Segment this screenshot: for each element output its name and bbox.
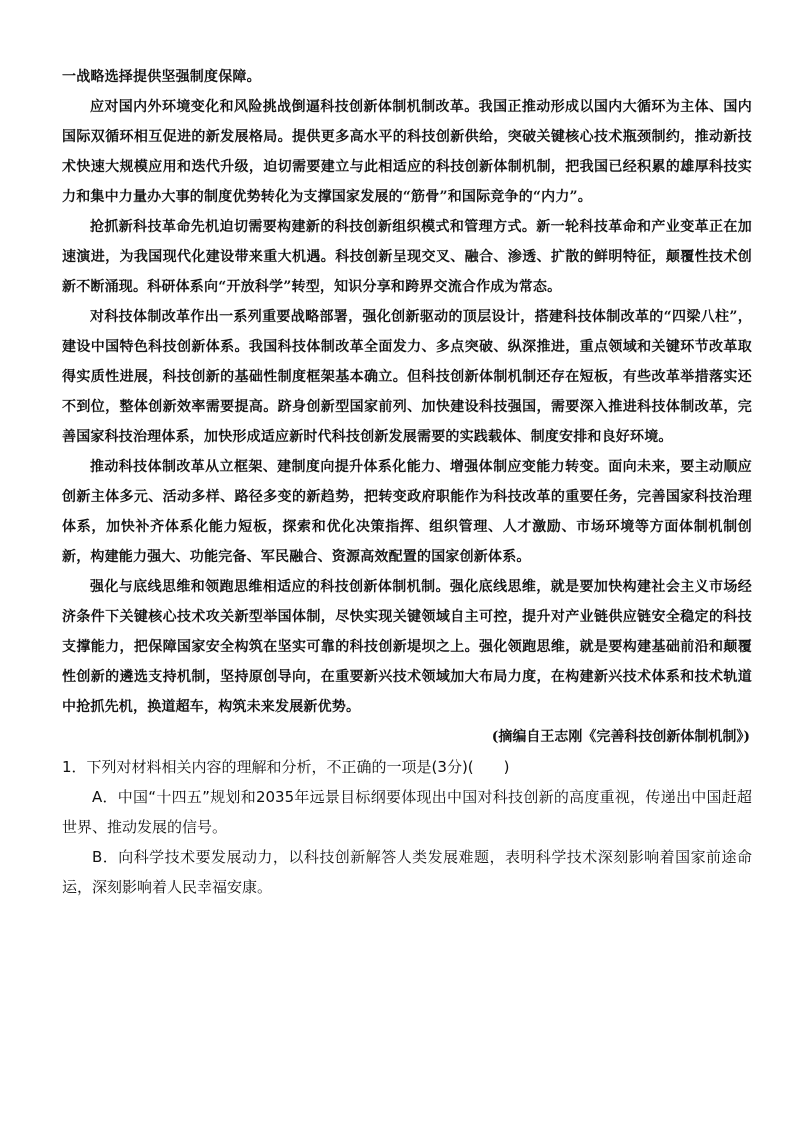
paragraph-system-capability: 推动科技体制改革从立框架、建制度向提升体系化能力、增强体制应变能力转变。面向未来，要主动顺应创新主体多元、活动多样、路径多变的新趋势，把转变政府职能作为科技改革的重要任务，完善国家科技治理体系，加快补齐体系化能力短板，探索和优化决策指挥、组织管理、人才激励、市场环境等方面体制机制创新，构建能力强大、功能完备、军民融合、资源高效配置的国家创新体系。 (62, 459, 752, 565)
article-source: (摘编自王志刚《完善科技创新体制机制》) (491, 729, 750, 745)
paragraph-strategic-deployment: 对科技体制改革作出一系列重要战略部署，强化创新驱动的顶层设计，搭建科技体制改革的“四梁八柱”，建设中国特色科技创新体系。我国科技体制改革全面发力、多点突破、纵深推进，重点领域和关键环节改革取得实质性进展，科技创新的基础性制度框架基本确立。但科技创新体制机制还存在短板，有些改革举措落实还不到位，整体创新效率需要提高。跻身创新型国家前列、加快建设科技强国，需要深入推进科技体制改革，完善国家科技治理体系，加快形成适应新时代科技创新发展需要的实践载体、制度安排和良好环境。 (62, 309, 752, 445)
document-page (62, 62, 752, 902)
paragraph-new-tech-revolution: 抢抓新科技革命先机迫切需要构建新的科技创新组织模式和管理方式。新一轮科技革命和产业变革正在加速演进，为我国现代化建设带来重大机遇。科技创新呈现交叉、融合、渗透、扩散的鲜明特征，颠覆性技术创新不断涌现。科研体系向“开放科学”转型，知识分享和跨界交流合作成为常态。 (62, 219, 752, 295)
paragraph-continuation: 一战略选择提供坚强制度保障。 (62, 69, 261, 85)
option-b[interactable]: B．向科学技术要发展动力，以科技创新解答人类发展难题，表明科学技术深刻影响着国家前途命运，深刻影响着人民幸福安康。 (62, 848, 752, 896)
question-stem: 1．下列对材料相关内容的理解和分析，不正确的一项是(3分)( ) (62, 758, 510, 776)
option-a[interactable]: A．中国“十四五”规划和2035年远景目标纲要体现出中国对科技创新的高度重视，传递出中国赶超世界、推动发展的信号。 (62, 788, 752, 836)
paragraph-bottom-line-thinking: 强化与底线思维和领跑思维相适应的科技创新体制机制。强化底线思维，就是要加快构建社会主义市场经济条件下关键核心技术攻关新型举国体制，尽快实现关键领域自主可控，提升对产业链供应链安全稳定的科技支撑能力，把保障国家安全构筑在坚实可靠的科技创新堤坝之上。强化领跑思维，就是要构建基础前沿和颠覆性创新的遴选支持机制，坚持原创导向，在重要新兴技术领域加大布局力度，在构建新兴技术体系和技术轨道中抢抓先机，换道超车，构筑未来发展新优势。 (62, 579, 752, 715)
paragraph-reform-driver: 应对国内外环境变化和风险挑战倒逼科技创新体制机制改革。我国正推动形成以国内大循环为主体、国内国际双循环相互促进的新发展格局。提供更多高水平的科技创新供给，突破关键核心技术瓶颈制约，推动新技术快速大规模应用和迭代升级，迫切需要建立与此相适应的科技创新体制机制，把我国已经积累的雄厚科技实力和集中力量办大事的制度优势转化为支撑国家发展的“筋骨”和国际竞争的“内力”。 (62, 99, 752, 205)
